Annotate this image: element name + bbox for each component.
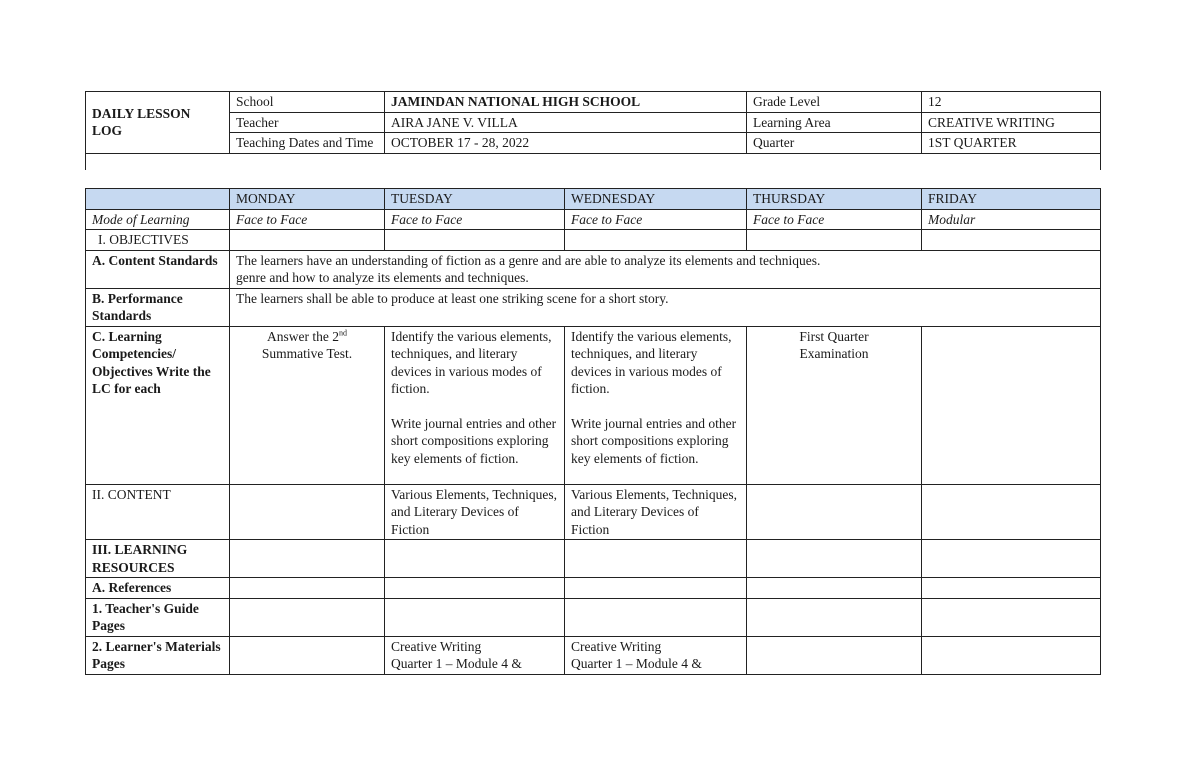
teachers-guide-row [86,598,1101,636]
lesson-table [85,188,1101,675]
learning-area-value: CREATIVE WRITING [922,112,1101,133]
grade-level-label: Grade Level [747,92,922,113]
performance-standards-text: The learners shall be able to produce at least one striking scene for a short story. [230,288,1101,326]
resources-row [86,540,1101,578]
day-header: TUESDAY [385,189,565,210]
quarter-value: 1ST QUARTER [922,133,1101,154]
performance-standards-label: B. Performance Standards [86,288,230,326]
wednesday-content: Various Elements, Techniques, and Literary Devices of Fiction [565,484,747,540]
learners-materials-row [86,636,1101,674]
day-header: FRIDAY [922,189,1101,210]
references-label: A. References [86,578,230,599]
teachers-guide-label: 1. Teacher's Guide Pages [86,598,230,636]
performance-standards-row [86,288,1101,326]
learning-area-label: Learning Area [747,112,922,133]
content-standards-label: A. Content Standards [86,250,230,288]
school-label: School [230,92,385,113]
competencies-label: C. Learning Competencies/ Objectives Write the LC for each [86,326,230,484]
content-standards-text: The learners have an understanding of fiction as a genre and are able to analyze its elements and techniques. genre and how to analyze its elements and techniques. [230,250,1101,288]
mode-row [86,209,1101,230]
thursday-competency: First Quarter Examination [747,326,922,484]
learners-materials-label: 2. Learner's Materials Pages [86,636,230,674]
mode-value: Face to Face [565,209,747,230]
day-header: WEDNESDAY [565,189,747,210]
tuesday-content: Various Elements, Techniques, and Literary Devices of Fiction [385,484,565,540]
resources-label: III. LEARNING RESOURCES [86,540,230,578]
day-header: THURSDAY [747,189,922,210]
content-label: II. CONTENT [86,484,230,540]
friday-competency [922,326,1101,484]
header-table [85,91,1101,170]
tuesday-competency: Identify the various elements, techniques, and literary devices in various modes of fiction. Write journal entries and other short compositions exploring key elements of fiction. [385,326,565,484]
content-row [86,484,1101,540]
mode-value: Face to Face [230,209,385,230]
school-value: JAMINDAN NATIONAL HIGH SCHOOL [385,92,747,113]
references-row [86,578,1101,599]
days-header-row [86,189,1101,210]
mode-value: Modular [922,209,1101,230]
content-standards-row [86,250,1101,288]
objectives-label: I. OBJECTIVES [86,230,230,251]
grade-level-value: 12 [922,92,1101,113]
teaching-dates-value: OCTOBER 17 - 28, 2022 [385,133,747,154]
teaching-dates-label: Teaching Dates and Time [230,133,385,154]
mode-value: Face to Face [747,209,922,230]
objectives-row [86,230,1101,251]
teacher-value: AIRA JANE V. VILLA [385,112,747,133]
day-header: MONDAY [230,189,385,210]
wednesday-competency: Identify the various elements, techniques, and literary devices in various modes of fiction. Write journal entries and other short compositions exploring key elements of fiction. [565,326,747,484]
teacher-label: Teacher [230,112,385,133]
quarter-label: Quarter [747,133,922,154]
mode-value: Face to Face [385,209,565,230]
spacer-row [86,153,1101,170]
mode-label: Mode of Learning [86,209,230,230]
log-title: DAILY LESSON LOG [86,92,230,154]
wednesday-materials: Creative Writing Quarter 1 – Module 4 & [565,636,747,674]
tuesday-materials: Creative Writing Quarter 1 – Module 4 & [385,636,565,674]
competencies-row [86,326,1101,484]
monday-competency: Answer the 2nd Summative Test. [230,326,385,484]
corner-cell [86,189,230,210]
